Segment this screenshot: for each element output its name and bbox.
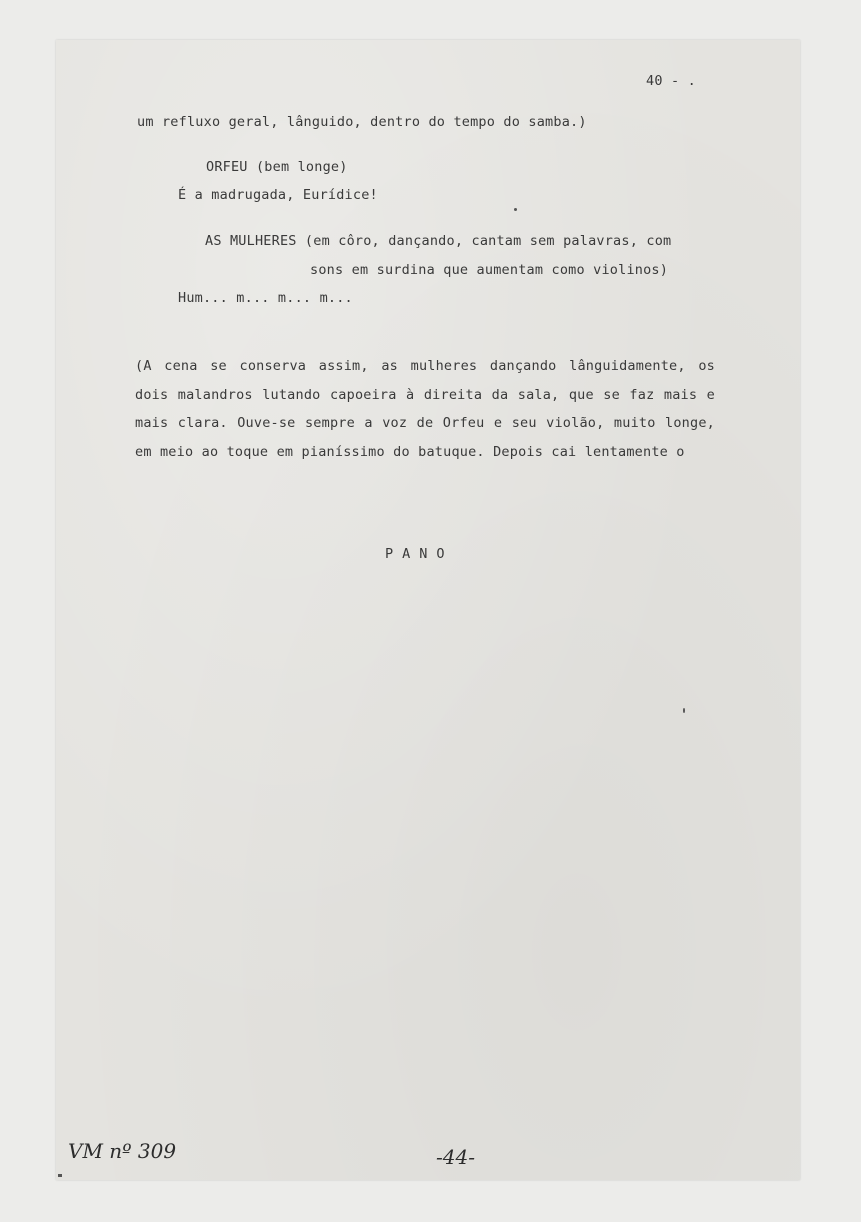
paper-speck: [514, 208, 517, 211]
stage-direction-paragraph: (A cena se conserva assim, as mulheres dançando lânguidamente, os dois malandros lutando capoeira à direita da sala, que se faz mais e mais clara. Ouve-se sempre a voz de Orfeu e seu violão, muito longe, em meio ao toque em pianíssimo do batuque. Depois cai lentamente o: [135, 358, 715, 460]
handwritten-folio-number: -44-: [436, 1145, 475, 1169]
speaker-cue-orfeu: ORFEU (bem longe): [206, 159, 348, 175]
handwritten-catalog-note: VM nº 309: [68, 1139, 177, 1163]
dialogue-line-mulheres: Hum... m... m... m...: [178, 290, 353, 306]
page-number: 40 - .: [646, 73, 696, 89]
paper-speck: [58, 1174, 62, 1177]
curtain-label: PANO: [385, 546, 454, 562]
dialogue-line-orfeu: É a madrugada, Eurídice!: [178, 187, 378, 203]
paper-speck: [683, 708, 685, 713]
document-page: [56, 40, 800, 1180]
speaker-cue-mulheres: AS MULHERES (em côro, dançando, cantam sem palavras, com: [205, 233, 672, 249]
speaker-cue-mulheres-continued: sons em surdina que aumentam como violinos): [310, 262, 669, 278]
text-line-refluxo: um refluxo geral, lânguido, dentro do tempo do samba.): [137, 114, 587, 130]
